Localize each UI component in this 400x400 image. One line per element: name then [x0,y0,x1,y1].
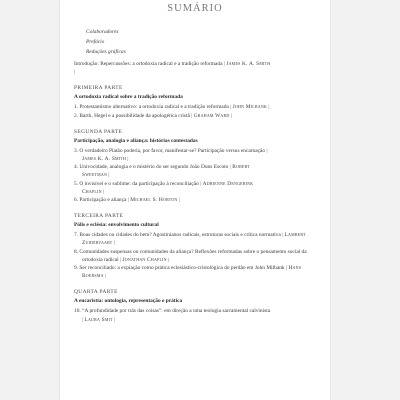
entry-author: James K. A. Smith [226,61,271,67]
entry-title: O invisível e o sublime: da participação à reconciliação [79,180,199,187]
table-of-contents [74,60,316,324]
entry-title: Protestantismo alternativo: a ortodoxia radical e a tradição reformada [79,104,229,111]
entry-title: Introdução: Repercussões: a ortodoxia radical e a tradição reformada [74,61,223,67]
toc-entry-10: 10. “A profundidade por trás das coisas”: em direção a uma teologia sacramental calvinista | Laura Smit | [74,308,271,323]
entry-title: Participação e aliança [79,197,127,204]
entry-number: 2. [74,112,79,119]
toc-entry-3: 3. O verdadeiro Platão poderia, por favor, manifestar-se? Participação versus encarnação | James K. A. Smith | [74,147,268,163]
entry-title: Ser reconciliado: a expiação como prática eclesiástico-cristológica do perdão em John Milbank [79,265,285,272]
entry-author: Robert [232,164,250,171]
entry-author-cont: Sweetman [82,172,108,179]
entry-author: Lambert Zuidervaart [82,232,306,247]
toc-entry-9: 9. Ser reconciliado: a expiação como prática eclesiástico-cristológica do perdão em John Milbank | Hans Boersma | [74,265,302,280]
toc-entry-6: 6. Participação e aliança | Michael S. Horton | [74,197,180,204]
entry-author: Graham Ward [193,112,230,119]
entry-author: Adrienne Dengerink [202,180,254,187]
entry-author: Jonathan Chaplin [122,256,167,263]
part-subtitle-1: A ortodoxia radical sobre a tradição reformada [74,94,183,101]
front-matter-list [86,27,126,57]
part-heading-2: SEGUNDA PARTE [74,128,123,135]
entry-number: 10. [74,308,81,315]
part-heading-1: PRIMEIRA PARTE [74,85,123,92]
book-page [60,0,330,400]
entry-author-cont: Chaplin [82,188,102,195]
part-heading-3: TERCEIRA PARTE [74,213,124,220]
entry-title: Univocidade, analogia e o mistério do ser segundo João Duns Escoto [79,164,229,171]
entry-number: 4. [74,164,79,171]
part-heading-4: QUARTA PARTE [74,289,118,296]
entry-author: Hans Boersma [82,265,302,280]
front-matter-item-colaboradores: Colaboradores [86,29,119,35]
entry-number: 6. [74,197,79,204]
entry-author: Michael S. Horton [130,197,178,204]
entry-number: 9. [74,265,79,272]
page-title: SUMÁRIO [167,3,223,14]
entry-title: Barth, Hegel e a possibilidade da apologética cristã [79,112,190,119]
entry-number: 8. [74,248,79,255]
entry-number: 3. [74,147,79,154]
toc-entry-4: 4. Univocidade, analogia e o mistério do ser segundo João Duns Escoto | Robert Sweetman | [74,164,250,179]
toc-entry-5: 5. O invisível e o sublime: da participação à reconciliação | Adrienne Dengerink Chaplin | [74,180,254,195]
entry-author: John Milbank [232,104,268,111]
entry-number: 7. [74,232,79,239]
toc-entry-7: 7. Boas cidades ou cidades do bem? Agostinianos radicais, estruturas sociais e crítica normativa | Lambert Zuidervaart | [74,232,306,247]
entry-title: Comunidades suspensas ou comunidades da aliança? Reflexões reformadas sobre o pensamento social da ortodoxia radical [79,248,307,263]
front-matter-item-prefacio: Prefácio [86,39,105,45]
front-matter-item-reducoes: Reduções gráficas [86,49,126,55]
entry-author: Laura Smit [84,316,113,323]
toc-entry-introduction: Introdução: Repercussões: a ortodoxia radical e a tradição reformada | James K. A. Smith | [74,61,271,76]
part-subtitle-2: Participação, analogia e aliança: histórias contestadas [74,137,198,144]
entry-title: “A profundidade por trás das coisas”: em direção a uma teologia sacramental calvinista [82,308,271,315]
toc-entry-1: 1. Protestantismo alternativo: a ortodoxia radical e a tradição reformada | John Milbank | [74,104,270,111]
entry-author: James K. A. Smith [82,156,127,163]
part-subtitle-3: Pólis e eclésia: envolvimento cultural [74,222,159,229]
entry-title: O verdadeiro Platão poderia, por favor, manifestar-se? Participação versus encarnação [79,147,266,154]
entry-number: 5. [74,180,79,187]
entry-number: 1. [74,104,79,111]
entry-title: Boas cidades ou cidades do bem? Agostinianos radicais, estruturas sociais e crítica normativa [79,232,281,239]
part-subtitle-4: A eucaristia: ontologia, representação e prática [74,298,183,305]
toc-entry-2: 2. Barth, Hegel e a possibilidade da apologética cristã | Graham Ward | [74,112,232,119]
toc-entry-8: 8. Comunidades suspensas ou comunidades da aliança? Reflexões reformadas sobre o pensamento social da ortodoxia radical | Jonathan Chaplin | [74,248,307,263]
